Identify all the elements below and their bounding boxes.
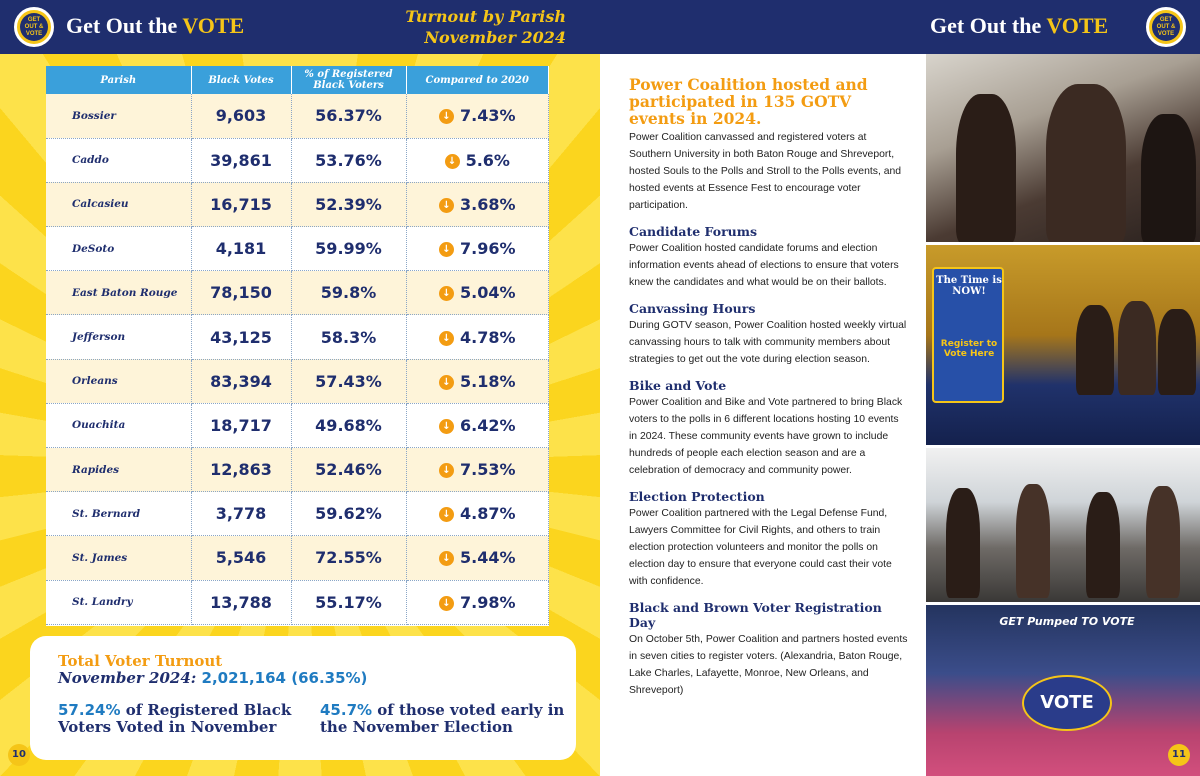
- section-heading: Candidate Forums: [629, 224, 758, 239]
- section-body: On October 5th, Power Coalition and partners hosted events in seven cities to register voters. (Alexandria, Baton Rouge, Lake Charles, Lafayette, Monroe, New Orleans, and Shreveport): [629, 634, 908, 696]
- photo-vote-tent: [926, 605, 1200, 776]
- sections-list: [629, 224, 909, 699]
- cell-black-votes: 13,788: [191, 580, 291, 624]
- turnout-title: [405, 6, 566, 48]
- down-arrow-icon: ↓: [439, 109, 454, 124]
- cell-black-votes: 12,863: [191, 448, 291, 492]
- down-arrow-icon: ↓: [439, 463, 454, 478]
- cell-compared-value: 7.43%: [459, 106, 516, 126]
- gotv-main-body: Power Coalition canvassed and registered voters at Southern University in both Baton Rouge and Shreveport, hosted Souls to the Polls and Stroll to the Polls events, and hosted events at Essence Fest to encourage voter participation.: [629, 132, 902, 211]
- stat-registered-black-voters: [58, 702, 318, 736]
- down-arrow-icon: ↓: [439, 551, 454, 566]
- stat2-text: of those voted early in the November Election: [320, 701, 565, 736]
- get-out-vote-logo-icon: [14, 7, 54, 47]
- table-row: [46, 536, 549, 580]
- cell-black-votes: 39,861: [191, 138, 291, 182]
- logo-text: GET OUT & VOTE: [20, 13, 48, 41]
- cell-pct-registered: 59.99%: [291, 227, 406, 271]
- stat-early-voters: [320, 702, 570, 736]
- section-heading: Black and Brown Voter Registration Day: [629, 600, 882, 630]
- sign-line1: The Time is NOW!: [936, 275, 1002, 297]
- right-text-column: [629, 76, 909, 699]
- stat1-value: 57.24%: [58, 701, 121, 719]
- right-get-out-vote-logo-icon: [1146, 7, 1186, 47]
- cell-compared-2020: [406, 580, 549, 624]
- cell-black-votes: 3,778: [191, 492, 291, 536]
- cell-pct-registered: 59.8%: [291, 271, 406, 315]
- table-row: [46, 359, 549, 403]
- table-row: [46, 448, 549, 492]
- tent-vote-sign: VOTE: [1022, 675, 1112, 731]
- cell-parish: Bossier: [46, 94, 191, 138]
- cell-pct-registered: 58.3%: [291, 315, 406, 359]
- cell-compared-2020: [406, 182, 549, 226]
- cell-compared-value: 7.98%: [459, 592, 516, 612]
- down-arrow-icon: ↓: [439, 242, 454, 257]
- table-row: [46, 271, 549, 315]
- cell-parish: St. Bernard: [46, 492, 191, 536]
- turnout-title-line1: Turnout by Parish: [405, 7, 566, 26]
- right-brand-prefix: Get Out the: [930, 13, 1047, 38]
- section-heading: Election Protection: [629, 489, 765, 504]
- cell-compared-2020: [406, 138, 549, 182]
- cell-parish: St. James: [46, 536, 191, 580]
- cell-compared-value: 4.78%: [459, 327, 516, 347]
- table-row: [46, 227, 549, 271]
- header-parish: Parish: [46, 66, 191, 94]
- header-compared-2020: Compared to 2020: [406, 66, 549, 94]
- header-pct-registered: % of Registered Black Voters: [291, 66, 406, 94]
- cell-pct-registered: 55.17%: [291, 580, 406, 624]
- table-row: [46, 492, 549, 536]
- cell-compared-value: 5.44%: [459, 548, 516, 568]
- table-row: [46, 403, 549, 447]
- cell-pct-registered: 53.76%: [291, 138, 406, 182]
- total-turnout-label: November 2024:: [58, 669, 197, 687]
- table-body: [46, 94, 549, 624]
- cell-compared-2020: [406, 94, 549, 138]
- brand-accent: VOTE: [182, 13, 245, 38]
- section-body: Power Coalition hosted candidate forums and election information events ahead of elections to ensure that voters knew the candidates and what would be on their ballots.: [629, 243, 899, 288]
- total-turnout-value: 2,021,164 (66.35%): [201, 669, 368, 687]
- stat1-text: of Registered Black Voters Voted in November: [58, 701, 292, 736]
- stat2-value: 45.7%: [320, 701, 373, 719]
- down-arrow-icon: ↓: [439, 198, 454, 213]
- cell-parish: Jefferson: [46, 315, 191, 359]
- table-row: [46, 182, 549, 226]
- cell-compared-2020: [406, 536, 549, 580]
- cell-compared-2020: [406, 448, 549, 492]
- total-turnout-title: Total Voter Turnout: [58, 652, 223, 670]
- cell-parish: Ouachita: [46, 403, 191, 447]
- turnout-table: [46, 66, 549, 626]
- down-arrow-icon: ↓: [439, 375, 454, 390]
- cell-parish: East Baton Rouge: [46, 271, 191, 315]
- photo-bike-and-vote: [926, 448, 1200, 602]
- cell-compared-value: 5.18%: [459, 371, 516, 391]
- section-heading: Bike and Vote: [629, 378, 727, 393]
- cell-parish: Caddo: [46, 138, 191, 182]
- down-arrow-icon: ↓: [439, 331, 454, 346]
- right-header-bar: [600, 0, 1200, 54]
- gotv-main-heading: Power Coalition hosted and participated in 135 GOTV events in 2024.: [629, 75, 868, 128]
- cell-black-votes: 5,546: [191, 536, 291, 580]
- left-header-bar: [0, 0, 600, 54]
- cell-black-votes: 78,150: [191, 271, 291, 315]
- cell-compared-2020: [406, 403, 549, 447]
- table-row: [46, 94, 549, 138]
- cell-compared-value: 6.42%: [459, 415, 516, 435]
- cell-compared-value: 5.04%: [459, 283, 516, 303]
- total-turnout-line: [58, 669, 367, 687]
- cell-parish: Rapides: [46, 448, 191, 492]
- header-black-votes: Black Votes: [191, 66, 291, 94]
- brand-prefix: Get Out the: [66, 13, 183, 38]
- table-row: [46, 138, 549, 182]
- cell-black-votes: 16,715: [191, 182, 291, 226]
- page-number-left: 10: [8, 744, 30, 766]
- cell-compared-value: 4.87%: [459, 504, 516, 524]
- turnout-title-line2: November 2024: [424, 28, 566, 47]
- register-sign: [932, 267, 1004, 403]
- down-arrow-icon: ↓: [445, 154, 460, 169]
- section-body: During GOTV season, Power Coalition hosted weekly virtual canvassing hours to talk with community members about strategies to get out the vote during election season.: [629, 320, 907, 365]
- section-body: Power Coalition partnered with the Legal Defense Fund, Lawyers Committee for Civil Rights, and others to train election protection volunteers and monitor the polls on election day to ensure that everyone could cast their vote with confidence.: [629, 508, 892, 587]
- table-row: [46, 580, 549, 624]
- right-logo-text: GET OUT & VOTE: [1152, 13, 1180, 41]
- down-arrow-icon: ↓: [439, 419, 454, 434]
- cell-pct-registered: 59.62%: [291, 492, 406, 536]
- down-arrow-icon: ↓: [439, 596, 454, 611]
- cell-compared-2020: [406, 315, 549, 359]
- summary-box: [30, 636, 576, 760]
- table-header-row: [46, 66, 549, 94]
- cell-pct-registered: 49.68%: [291, 403, 406, 447]
- cell-black-votes: 43,125: [191, 315, 291, 359]
- sign-line2: Register to Vote Here: [940, 339, 998, 359]
- page-number-right: 11: [1168, 744, 1190, 766]
- cell-compared-value: 3.68%: [459, 194, 516, 214]
- cell-black-votes: 4,181: [191, 227, 291, 271]
- cell-compared-value: 7.53%: [459, 460, 516, 480]
- cell-pct-registered: 52.46%: [291, 448, 406, 492]
- tent-banner-text: GET Pumped TO VOTE: [999, 615, 1135, 628]
- cell-black-votes: 18,717: [191, 403, 291, 447]
- right-brand-accent: VOTE: [1046, 13, 1109, 38]
- down-arrow-icon: ↓: [439, 507, 454, 522]
- cell-pct-registered: 72.55%: [291, 536, 406, 580]
- down-arrow-icon: ↓: [439, 286, 454, 301]
- cell-compared-value: 7.96%: [459, 239, 516, 259]
- cell-compared-value: 5.6%: [465, 150, 510, 170]
- cell-black-votes: 9,603: [191, 94, 291, 138]
- table-row: [46, 315, 549, 359]
- cell-pct-registered: 52.39%: [291, 182, 406, 226]
- cell-compared-2020: [406, 359, 549, 403]
- cell-pct-registered: 57.43%: [291, 359, 406, 403]
- section-heading: Canvassing Hours: [629, 301, 756, 316]
- cell-parish: St. Landry: [46, 580, 191, 624]
- cell-compared-2020: [406, 227, 549, 271]
- brand-title: [66, 13, 244, 39]
- cell-black-votes: 83,394: [191, 359, 291, 403]
- photo-canvassing: [926, 54, 1200, 242]
- photo-column: [926, 54, 1200, 776]
- section-body: Power Coalition and Bike and Vote partnered to bring Black voters to the polls in 6 different locations hosting 10 events in 2024. These community events have grown to include hundreds of people each election season and are a celebration of democracy and community power.: [629, 397, 903, 476]
- cell-pct-registered: 56.37%: [291, 94, 406, 138]
- cell-parish: DeSoto: [46, 227, 191, 271]
- cell-compared-2020: [406, 271, 549, 315]
- cell-parish: Orleans: [46, 359, 191, 403]
- cell-parish: Calcasieu: [46, 182, 191, 226]
- right-brand-title: [930, 13, 1108, 39]
- cell-compared-2020: [406, 492, 549, 536]
- photo-registration-table: [926, 245, 1200, 445]
